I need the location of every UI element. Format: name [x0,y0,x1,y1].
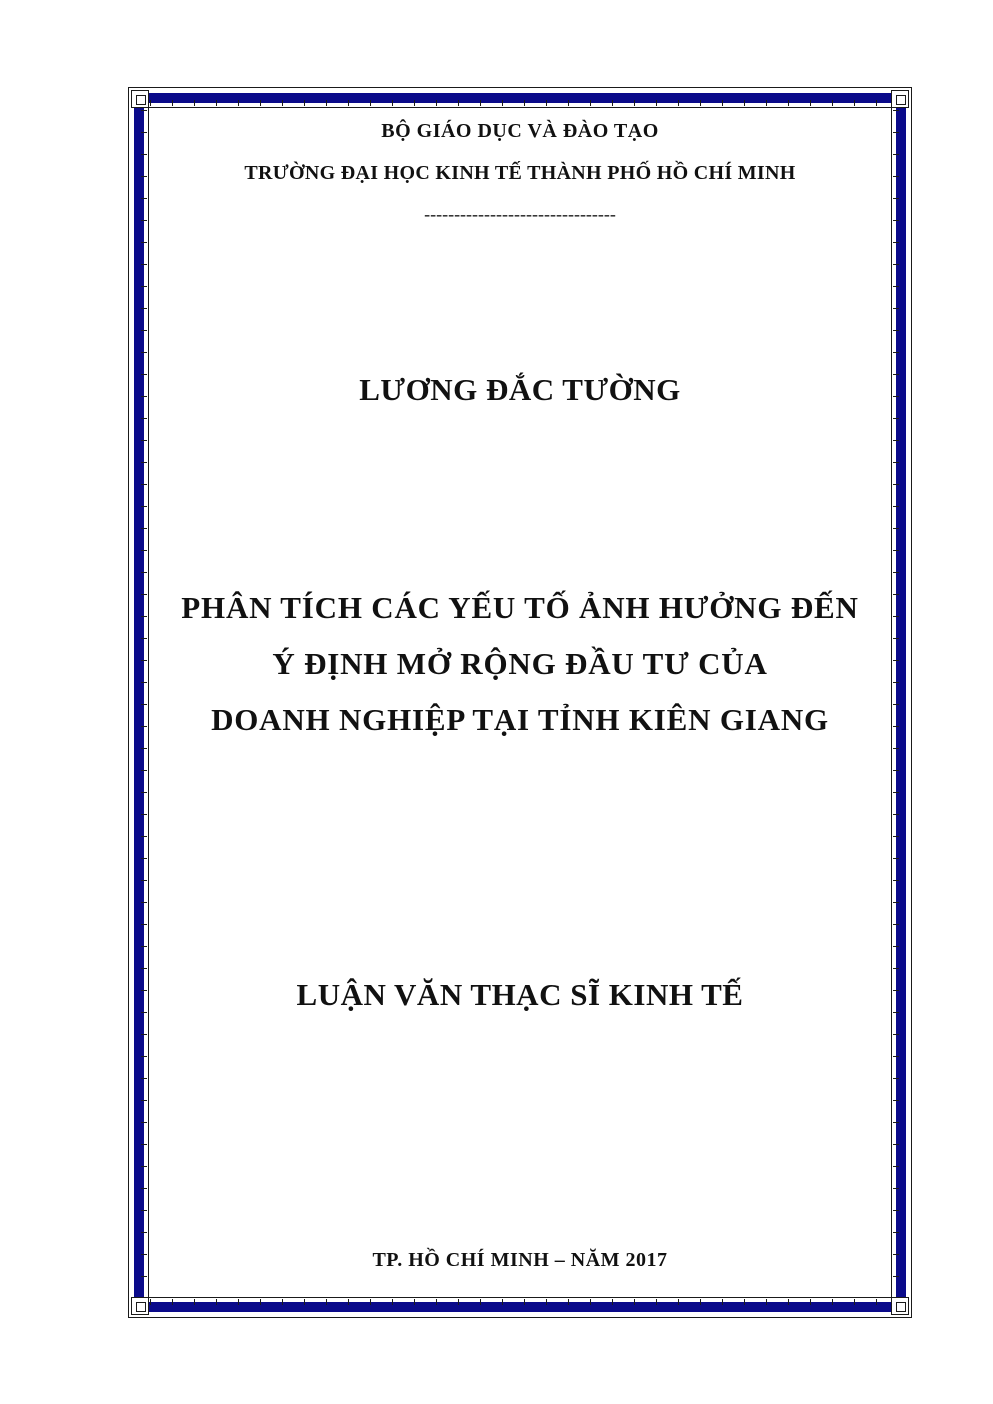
frame-ticks-left [141,110,147,1295]
corner-ornament-top-left [131,90,149,108]
degree-type: LUẬN VĂN THẠC SĨ KINH TẾ [296,977,744,1012]
thesis-title-line-3: DOANH NGHIỆP TẠI TỈNH KIÊN GIANG [211,702,829,737]
header-separator: -------------------------------- [424,204,616,224]
corner-ornament-bottom-right [891,1297,909,1315]
corner-ornament-top-right [891,90,909,108]
frame-ticks-right [893,110,899,1295]
frame-ticks-bottom [150,1299,890,1305]
place-and-year: TP. HỒ CHÍ MINH – NĂM 2017 [372,1249,668,1271]
ministry-name: BỘ GIÁO DỤC VÀ ĐÀO TẠO [381,120,659,142]
thesis-title-line-2: Ý ĐỊNH MỞ RỘNG ĐẦU TƯ CỦA [272,646,768,681]
corner-ornament-bottom-left [131,1297,149,1315]
author-name: LƯƠNG ĐẮC TƯỜNG [359,372,681,407]
university-name: TRƯỜNG ĐẠI HỌC KINH TẾ THÀNH PHỐ HỒ CHÍ MINH [244,162,796,184]
thesis-title-line-1: PHÂN TÍCH CÁC YẾU TỐ ẢNH HƯỞNG ĐẾN [181,590,859,625]
frame-ticks-top [150,100,890,106]
